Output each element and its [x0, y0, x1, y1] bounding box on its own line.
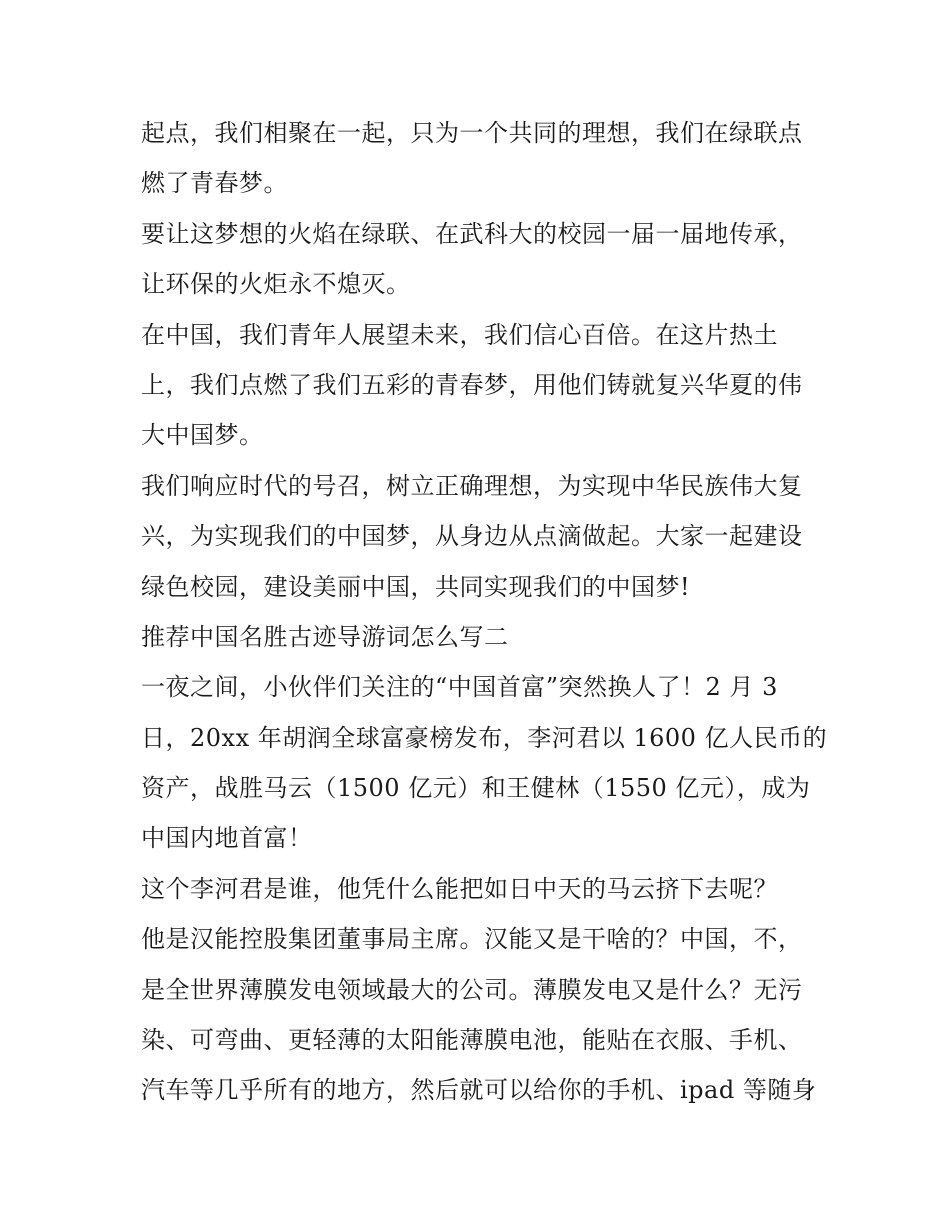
text-line-4: 让环保的火炬永不熄灭。 — [141, 270, 411, 299]
text-line-12: 一夜之间，小伙伴们关注的“中国首富”突然换人了！2 月 3 — [141, 673, 778, 702]
text-line-15: 中国内地首富！ — [141, 824, 313, 853]
section-heading: 推荐中国名胜古迹导游词怎么写二 — [141, 622, 509, 651]
text-line-1: 起点，我们相聚在一起，只为一个共同的理想，我们在绿联点 — [141, 119, 803, 147]
text-line-10: 绿色校园，建设美丽中国，共同实现我们的中国梦! — [141, 572, 691, 601]
text-line-14: 资产，战胜马云（1500 亿元）和王健林（1550 亿元），成为 — [141, 774, 811, 803]
text-line-3: 要让这梦想的火焰在绿联、在武科大的校园一届一届地传承， — [141, 219, 803, 248]
text-line-13: 日，20xx 年胡润全球富豪榜发布，李河君以 1600 亿人民币的 — [141, 723, 828, 752]
text-line-6: 上，我们点燃了我们五彩的青春梦，用他们铸就复兴华夏的伟 — [141, 370, 803, 399]
body-text — [141, 108, 828, 1116]
text-line-20: 汽车等几乎所有的地方，然后就可以给你的手机、ipad 等随身 — [141, 1076, 817, 1105]
text-line-16: 这个李河君是谁，他凭什么能把如日中天的马云挤下去呢？ — [141, 874, 778, 903]
text-line-17: 他是汉能控股集团董事局主席。汉能又是干啥的？中国，不， — [141, 925, 803, 954]
text-line-8: 我们响应时代的号召，树立正确理想，为实现中华民族伟大复 — [141, 471, 803, 500]
text-line-9: 兴，为实现我们的中国梦，从身边从点滴做起。大家一起建设 — [141, 522, 803, 551]
text-line-2: 燃了青春梦。 — [141, 169, 288, 198]
text-line-19: 染、可弯曲、更轻薄的太阳能薄膜电池，能贴在衣服、手机、 — [141, 1026, 803, 1055]
text-line-5: 在中国，我们青年人展望未来，我们信心百倍。在这片热土 — [141, 320, 778, 349]
text-line-18: 是全世界薄膜发电领域最大的公司。薄膜发电又是什么？无污 — [141, 975, 803, 1004]
text-line-7: 大中国梦。 — [141, 421, 264, 450]
